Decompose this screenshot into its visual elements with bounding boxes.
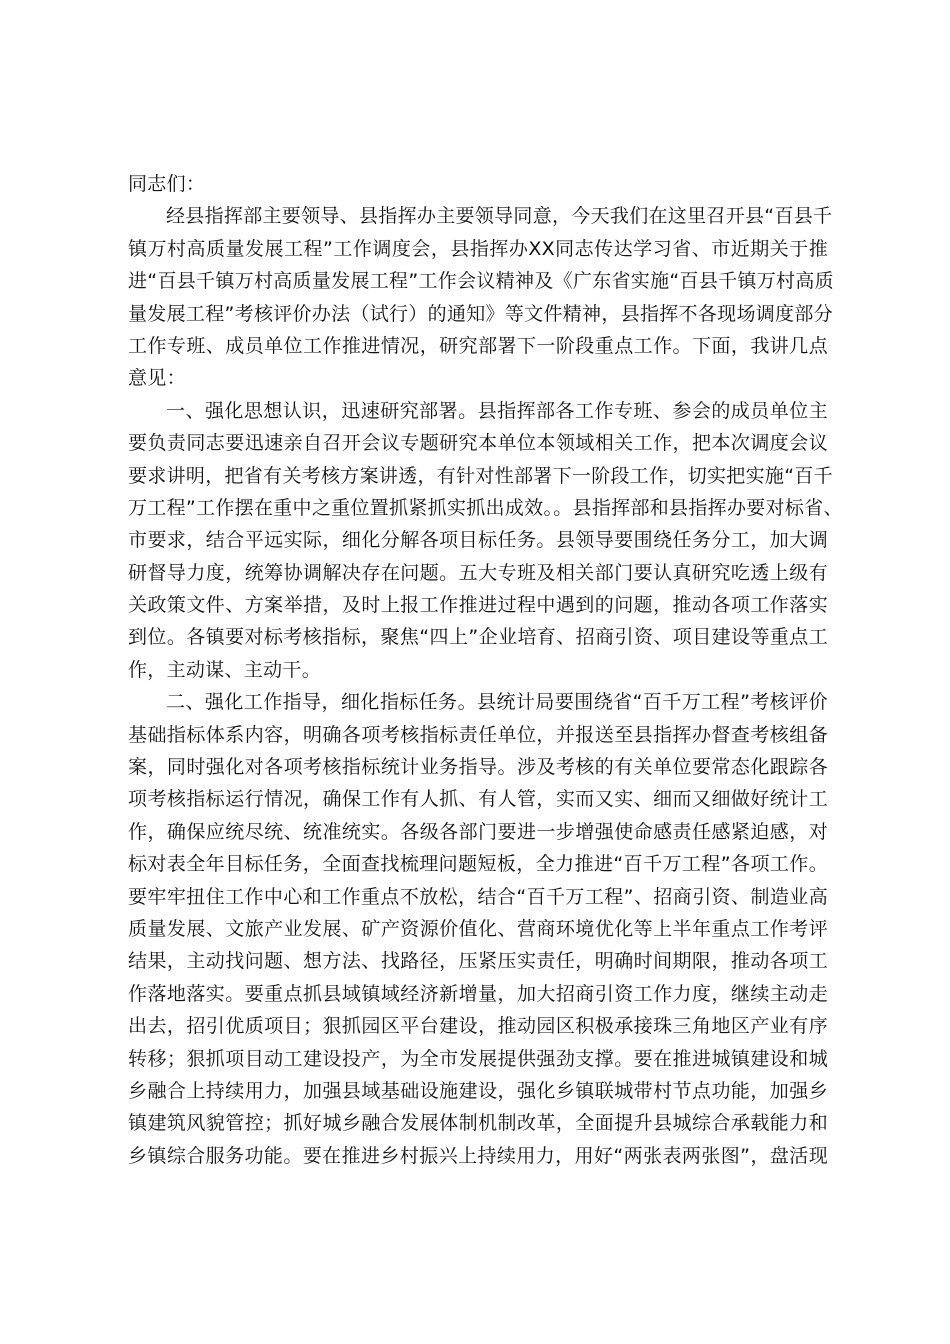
text-line: 镇万村高质量发展工程”工作调度会，县指挥办XX同志传达学习省、市近期关于推	[128, 237, 828, 260]
paragraph-lines	[128, 200, 843, 1172]
text-line: 结果，主动找问题、想方法、找路径，压紧压实责任，明确时间期限，推动各项工	[128, 950, 828, 973]
text-line: 一、强化思想认识，迅速研究部署。县指挥部各工作专班、参会的成员单位主	[166, 399, 828, 422]
text-line: 案，同时强化对各项考核指标统计业务指导。涉及考核的有关单位要常态化跟踪各	[128, 756, 828, 779]
text-line: 要负责同志要迅速亲自召开会议专题研究本单位本领域相关工作，把本次调度会议	[128, 432, 828, 455]
text-line: 意见：	[128, 367, 186, 390]
text-line: 进“百县千镇万村高质量发展工程”工作会议精神及《广东省实施“百县千镇万村高质	[128, 270, 834, 293]
text-line: 经县指挥部主要领导、县指挥办主要领导同意，今天我们在这里召开县“百县千	[166, 205, 833, 228]
text-line: 项考核指标运行情况，确保工作有人抓、有人管，实而又实、细而又细做好统计工	[128, 788, 828, 811]
text-line: 转移；狠抓项目动工建设投产，为全市发展提供强劲支撑。要在推进城镇建设和城	[128, 1047, 828, 1070]
text-line: 研督导力度，统筹协调解决存在问题。五大专班及相关部门要认真研究吃透上级有	[128, 561, 828, 584]
text-line: 要牢牢扭住工作中心和工作重点不放松，结合“百千万工程”、招商引资、制造业高	[128, 885, 828, 908]
text-line: 二、强化工作指导，细化指标任务。县统计局要围绕省“百千万工程”考核评价	[166, 691, 828, 714]
text-line: 作，确保应统尽统、统准统实。各级各部门要进一步增强使命感责任感紧迫感，对	[128, 820, 828, 843]
text-line: 镇建筑风貌管控；抓好城乡融合发展体制机制改革，全面提升县城综合承载能力和	[128, 1112, 828, 1135]
text-line: 到位。各镇要对标考核指标，聚焦“四上”企业培育、招商引资、项目建设等重点工	[128, 626, 828, 649]
text-line: 市要求，结合平远实际，细化分解各项目标任务。县领导要围绕任务分工，加大调	[128, 529, 828, 552]
text-line: 基础指标体系内容，明确各项考核指标责任单位，并报送至县指挥办督查考核组备	[128, 723, 828, 746]
text-line: 工作专班、成员单位工作推进情况，研究部署下一阶段重点工作。下面，我讲几点	[128, 334, 828, 357]
text-line: 乡镇综合服务功能。要在推进乡村振兴上持续用力，用好“两张表两张图”，盘活现	[128, 1144, 828, 1167]
text-line: 乡融合上持续用力，加强县域基础设施建设，强化乡镇联城带村节点功能，加强乡	[128, 1079, 828, 1102]
text-line: 出去，招引优质项目；狠抓园区平台建设，推动园区积极承接珠三角地区产业有序	[128, 1015, 828, 1038]
salutation: 同志们：	[128, 173, 206, 195]
text-line: 质量发展、文旅产业发展、矿产资源价值化、营商环境优化等上半年重点工作考评	[128, 917, 828, 940]
document-body	[128, 168, 843, 1172]
text-line: 万工程”工作摆在重中之重位置抓紧抓实抓出成效。。县指挥部和县指挥办要对标省、	[128, 496, 843, 519]
text-line: 关政策文件、方案举措，及时上报工作推进过程中遇到的问题，推动各项工作落实	[128, 594, 828, 617]
text-line: 作落地落实。要重点抓县域镇域经济新增量，加大招商引资工作力度，继续主动走	[128, 982, 828, 1005]
text-line: 标对表全年目标任务，全面查找梳理问题短板，全力推进“百千万工程”各项工作。	[128, 853, 828, 876]
text-line: 作，主动谋、主动干。	[128, 658, 322, 681]
text-line: 要求讲明，把省有关考核方案讲透，有针对性部署下一阶段工作，切实把实施“百千	[128, 464, 833, 487]
text-line: 量发展工程”考核评价办法（试行）的通知》等文件精神，县指挥不各现场调度部分	[128, 302, 833, 325]
